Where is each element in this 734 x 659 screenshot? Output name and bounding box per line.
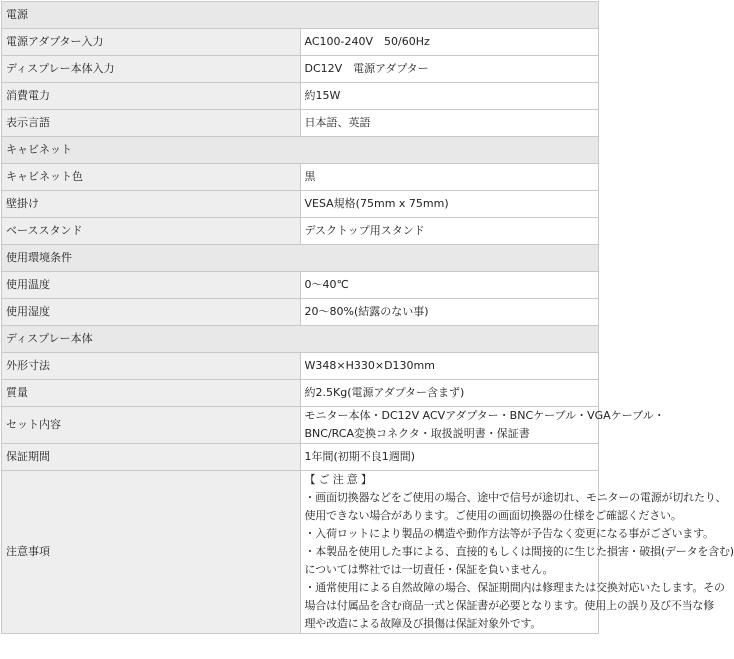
- row-label: 使用湿度: [2, 299, 301, 326]
- table-row: [2, 272, 599, 299]
- value-line: デスクトップ用スタンド: [304, 224, 425, 237]
- value-line: 1年間(初期不良1週間): [304, 450, 416, 463]
- row-label: 電源アダプター入力: [2, 29, 301, 56]
- notes-line: 理や改造による故障及び損傷は保証対象外です。: [304, 617, 542, 630]
- notes-line: ・入荷ロットにより製品の構造や動作方法等が予告なく変更になる事がございます。: [304, 527, 714, 540]
- row-value: [300, 407, 665, 444]
- value-line: 日本語、英語: [304, 116, 371, 129]
- row-label: 注意事項: [2, 471, 301, 634]
- value-line: 黒: [304, 170, 316, 183]
- table-row: [2, 110, 599, 137]
- row-value: [300, 444, 599, 471]
- row-label: キャビネット色: [2, 164, 301, 191]
- value-line: 約2.5Kg(電源アダプター含まず): [304, 386, 465, 399]
- table-row: [2, 380, 599, 407]
- table-row: [2, 83, 599, 110]
- notes-line: については弊社では一切責任・保証を負いません。: [304, 563, 554, 576]
- row-label: 壁掛け: [2, 191, 301, 218]
- row-label: 使用温度: [2, 272, 301, 299]
- section-title-environment: 使用環境条件: [2, 245, 599, 272]
- row-value: [300, 29, 599, 56]
- notes-value: [300, 471, 734, 634]
- table-row: [2, 299, 599, 326]
- section-title-power: 電源: [2, 2, 599, 29]
- row-value: [300, 191, 599, 218]
- row-label: ベーススタンド: [2, 218, 301, 245]
- row-value: [300, 110, 599, 137]
- section-header-row: [2, 326, 599, 353]
- notes-heading: 【 ご 注 意 】: [304, 473, 372, 486]
- row-label: 保証期間: [2, 444, 301, 471]
- value-line: W348×H330×D130mm: [304, 359, 435, 372]
- section-header-row: [2, 245, 599, 272]
- row-value: [300, 218, 599, 245]
- value-line: 約15W: [304, 89, 341, 102]
- section-header-row: [2, 2, 599, 29]
- table-row: [2, 56, 599, 83]
- row-value: [300, 272, 599, 299]
- row-value: [300, 164, 599, 191]
- section-title-cabinet: キャビネット: [2, 137, 599, 164]
- value-line: AC100-240V 50/60Hz: [304, 35, 430, 48]
- notes-line: ・画面切換器などをご使用の場合、途中で信号が途切れ、モニターの電源が切れたり、: [304, 491, 727, 504]
- table-row: [2, 191, 599, 218]
- notes-line: ・通常使用による自然故障の場合、保証期間内は修理または交換対応いたします。その: [304, 581, 725, 594]
- value-line: 0～40℃: [304, 278, 349, 291]
- row-label: 表示言語: [2, 110, 301, 137]
- row-label: 外形寸法: [2, 353, 301, 380]
- table-row: [2, 218, 599, 245]
- notes-line: 場合は付属品を含む商品一式と保証書が必要となります。使用上の誤り及び不当な修: [304, 599, 715, 612]
- table-row: [2, 444, 599, 471]
- row-value: [300, 353, 599, 380]
- table-row: [2, 164, 599, 191]
- value-line: モニター本体・DC12V ACVアダプター・BNCケーブル・VGAケーブル・: [304, 409, 665, 422]
- row-value: [300, 380, 599, 407]
- table-row: [2, 353, 599, 380]
- spec-table: [1, 1, 734, 634]
- row-label: セット内容: [2, 407, 301, 444]
- row-label: 消費電力: [2, 83, 301, 110]
- value-line: DC12V 電源アダプター: [304, 62, 429, 75]
- table-row: [2, 471, 599, 634]
- notes-line: 使用できない場合があります。ご使用の画面切換器の仕様をご確認ください。: [304, 509, 682, 522]
- row-value: [300, 56, 599, 83]
- section-title-display-body: ディスプレー本体: [2, 326, 599, 353]
- table-row: [2, 29, 599, 56]
- table-row: [2, 407, 599, 444]
- row-value: [300, 83, 599, 110]
- value-line: 20～80%(結露のない事): [304, 305, 429, 318]
- row-label: ディスプレー本体入力: [2, 56, 301, 83]
- notes-line: ・本製品を使用した事による、直接的もしくは間接的に生じた損害・破損(データを含む): [304, 545, 734, 558]
- row-label: 質量: [2, 380, 301, 407]
- value-line: BNC/RCA変換コネクタ・取扱説明書・保証書: [304, 427, 530, 440]
- row-value: [300, 299, 599, 326]
- value-line: VESA規格(75mm x 75mm): [304, 197, 449, 210]
- section-header-row: [2, 137, 599, 164]
